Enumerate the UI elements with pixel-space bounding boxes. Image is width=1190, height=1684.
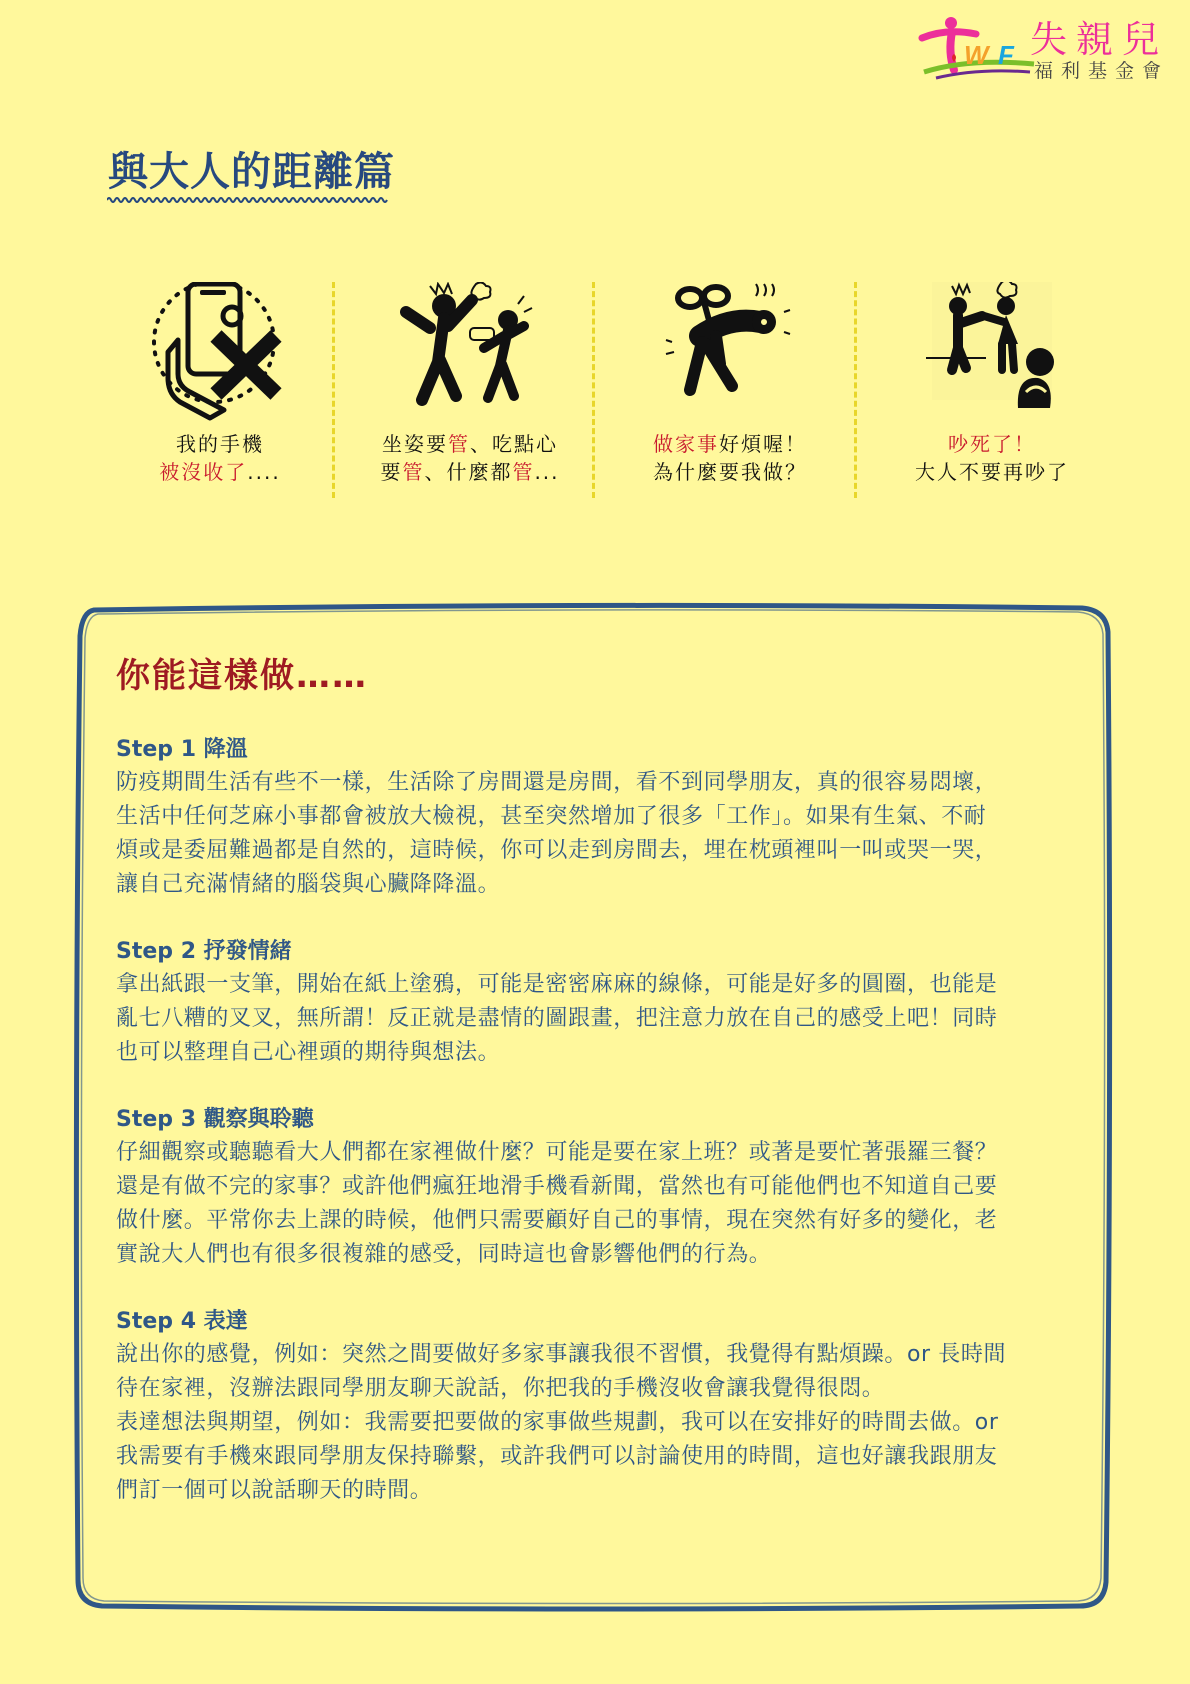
caption-segment: 坐姿要 [382,432,448,456]
step-line: 煩或是委屈難過都是自然的，這時候，你可以走到房間去，埋在枕頭裡叫一叫或哭一哭， [116,838,998,863]
adult-scolding-child-icon [400,282,550,422]
caption-line-1 [350,430,590,458]
scenario-chores [610,276,850,500]
logo-subtitle-text: 福利基金會 [1034,60,1170,82]
step-line: 待在家裡，沒辦法跟同學朋友聊天說話，你把我的手機沒收會讓我覺得很悶。 [116,1376,885,1401]
step-line: 做什麼。平常你去上課的時候，他們只需要顧好自己的事情，現在突然有好多的變化，老 [116,1208,998,1233]
step-body [116,766,1076,902]
scenario-caption [610,430,850,486]
scenario-adult-nagging [350,276,590,500]
step-line: 表達想法與期望，例如：我需要把要做的家事做些規劃，我可以在安排好的時間去做。or [116,1410,999,1435]
caption-segment: .... [247,460,281,484]
scenario-caption [872,430,1112,486]
caption-segment: 要 [380,460,403,484]
twf-logo-mark-icon [918,14,1038,84]
scenario-caption [100,430,340,486]
step-body [116,1338,1076,1508]
caption-segment: 管 [512,460,535,484]
step-line: 們訂一個可以說話聊天的時間。 [116,1478,433,1503]
caption-segment: 好煩喔！ [719,432,807,456]
step-title: Step 3 觀察與聆聽 [116,1107,314,1132]
step-line: 讓自己充滿情緒的腦袋與心臟降降溫。 [116,872,501,897]
caption-segment: ... [534,460,560,484]
caption-segment: 為什麼要我做？ [653,460,807,484]
scenario-strip [100,276,1080,500]
step-title: Step 1 降溫 [116,737,248,762]
caption-segment: 管 [448,432,470,456]
caption-segment: 、什麼都 [424,460,513,484]
step-line: 防疫期間生活有些不一樣，生活除了房間還是房間，看不到同學朋友，真的很容易悶壞， [116,770,998,795]
adults-arguing-icon [922,282,1062,422]
step-3 [116,1104,1076,1272]
step-line: 說出你的感覺，例如：突然之間要做好多家事讓我很不習慣，我覺得有點煩躁。or 長時間 [116,1342,1007,1367]
step-title: Step 4 表達 [116,1309,248,1334]
caption-line-1 [872,430,1112,458]
step-title: Step 2 抒發情緒 [116,939,292,964]
caption-segment: 、吃點心 [470,432,558,456]
step-line: 還是有做不完的家事？或許他們瘋狂地滑手機看新聞，當然也有可能他們也不知道自己要 [116,1174,998,1199]
caption-line-1 [610,430,850,458]
step-line: 亂七八糟的叉叉，無所謂！反正就是盡情的圖跟畫，把注意力放在自己的感受上吧！同時 [116,1006,998,1031]
step-line: 拿出紙跟一支筆，開始在紙上塗鴉，可能是密密麻麻的線條，可能是好多的圓圈，也能是 [116,972,998,997]
wind-up-chores-icon [660,282,800,422]
scenario-divider [592,282,595,498]
logo-name-text: 失親兒 [1030,18,1168,61]
step-4 [116,1306,1076,1508]
scenario-phone-confiscated [100,276,340,500]
caption-segment: 做家事 [653,432,719,456]
phone-crossed-icon [150,282,290,422]
caption-segment: 吵死了！ [948,432,1036,456]
caption-line-2 [350,458,590,486]
caption-segment: 管 [402,460,425,484]
step-line: 我需要有手機來跟同學朋友保持聯繫，或許我們可以討論使用的時間，這也好讓我跟朋友 [116,1444,998,1469]
step-line: 實說大人們也有很多很複雜的感受，同時這也會影響他們的行為。 [116,1242,772,1267]
svg-text:W: W [964,40,989,70]
caption-line-1 [100,430,340,458]
caption-line-2 [100,458,340,486]
title-wavy-underline [107,195,391,205]
step-line: 也可以整理自己心裡頭的期待與想法。 [116,1040,501,1065]
scenario-caption [350,430,590,486]
step-2 [116,936,1076,1070]
step-line: 生活中任何芝麻小事都會被放大檢視，甚至突然增加了很多「工作」。如果有生氣、不耐 [116,804,987,829]
step-line: 仔細觀察或聽聽看大人們都在家裡做什麼？可能是要在家上班？或著是要忙著張羅三餐？ [116,1140,998,1165]
card-content [116,654,1076,1508]
scenario-divider [332,282,335,498]
organization-logo [918,14,1168,84]
card-heading: 你能這樣做…… [116,656,368,696]
step-body [116,968,1076,1070]
page-title: 與大人的距離篇 [108,149,395,195]
caption-segment: 被沒收了 [159,460,248,484]
caption-segment: 大人不要再吵了 [915,460,1069,484]
scenario-divider [854,282,857,498]
tips-card [72,602,1114,1614]
step-1 [116,734,1076,902]
step-body [116,1136,1076,1272]
svg-text:F: F [998,40,1014,70]
scenario-arguing [872,276,1112,500]
caption-segment: 我的手機 [176,432,264,456]
caption-line-2 [610,458,850,486]
caption-line-2 [872,458,1112,486]
